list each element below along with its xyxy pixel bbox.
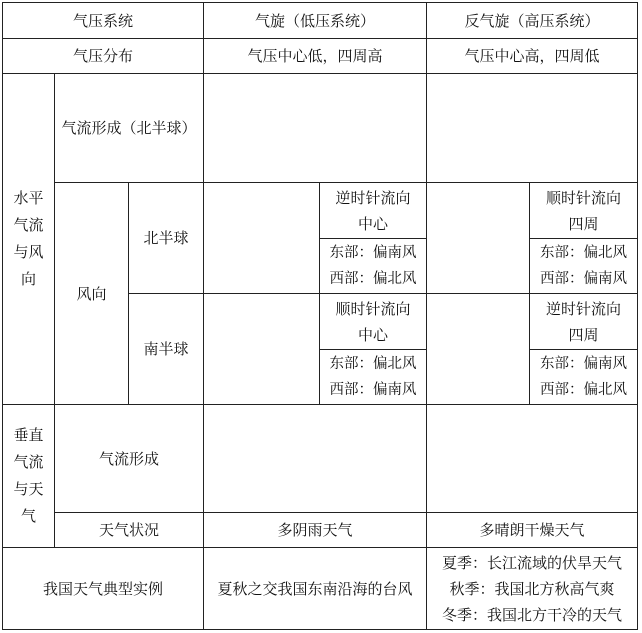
- rotation-line: 顺时针流向: [545, 188, 621, 207]
- wind-direction-label: 风向: [76, 284, 107, 303]
- anticyclone-sh-winds: [529, 349, 638, 405]
- vertical-airflow-group-label: [2, 404, 55, 548]
- pressure-distribution-label: 气压分布: [72, 47, 133, 65]
- header-pressure-system: 气压系统: [72, 11, 133, 30]
- southern-hemisphere-label: 南半球: [143, 340, 189, 358]
- group-label-line: 垂直: [13, 426, 44, 444]
- cyclone-airflow-formation-nh: [203, 73, 427, 183]
- anticyclone-vertical-airflow: [426, 404, 638, 513]
- rotation-line: 四周: [568, 325, 599, 344]
- airflow-formation-nh-label: 气流形成（北半球）: [61, 119, 197, 137]
- group-label-line: 水平: [13, 189, 44, 207]
- anticyclone-pressure-distribution: 气压中心高，四周低: [464, 47, 600, 65]
- group-label-line: 气流: [13, 453, 44, 471]
- group-label-line: 与天: [13, 480, 44, 498]
- wind-line: 西部：偏北风: [329, 271, 417, 287]
- cyclone-nh-diagram: [203, 182, 320, 294]
- cyclone-nh-rotation: [319, 182, 427, 239]
- cyclone-sh-diagram: [203, 293, 320, 405]
- anticyclone-sh-rotation: [529, 293, 638, 350]
- rotation-line: 四周: [568, 214, 599, 233]
- cyclone-weather: 多阴雨天气: [277, 521, 353, 539]
- rotation-line: 逆时针流向: [545, 299, 621, 318]
- rotation-line: 顺时针流向: [335, 299, 411, 318]
- example-line: 夏季：长江流域的伏旱天气: [441, 553, 622, 572]
- cyclone-pressure-distribution: 气压中心低，四周高: [247, 47, 383, 65]
- wind-line: 东部：偏南风: [540, 356, 627, 372]
- group-label-line: 气: [20, 507, 36, 525]
- anticyclone-sh-diagram: [426, 293, 530, 405]
- example-line: 冬季：我国北方干冷的天气: [441, 605, 622, 624]
- typical-examples-label: 我国天气典型实例: [42, 579, 163, 598]
- wind-line: 东部：偏南风: [329, 245, 417, 261]
- anticyclone-weather: 多晴朗干燥天气: [479, 521, 585, 539]
- header-cyclone: 气旋（低压系统）: [254, 11, 375, 30]
- cyclone-example: 夏秋之交我国东南沿海的台风: [217, 579, 413, 598]
- wind-line: 东部：偏北风: [329, 356, 417, 372]
- group-label-line: 向: [20, 270, 36, 288]
- example-line: 秋季：我国北方秋高气爽: [449, 579, 615, 598]
- wind-line: 东部：偏北风: [540, 245, 627, 261]
- cyclone-sh-winds: [319, 349, 427, 405]
- cyclone-vertical-airflow: [203, 404, 427, 513]
- anticyclone-nh-rotation: [529, 182, 638, 239]
- rotation-line: 逆时针流向: [335, 188, 411, 207]
- weather-systems-table: [2, 2, 638, 630]
- rotation-line: 中心: [357, 214, 388, 233]
- anticyclone-airflow-formation-nh: [426, 73, 638, 183]
- horizontal-airflow-group-label: [2, 73, 55, 405]
- wind-line: 西部：偏北风: [540, 382, 627, 398]
- anticyclone-examples: [426, 547, 638, 630]
- anticyclone-nh-diagram: [426, 182, 530, 294]
- weather-condition-label: 天气状况: [98, 521, 159, 539]
- northern-hemisphere-label: 北半球: [143, 229, 189, 247]
- airflow-formation-label: 气流形成: [98, 449, 159, 468]
- cyclone-nh-winds: [319, 238, 427, 294]
- header-anticyclone: 反气旋（高压系统）: [464, 11, 600, 30]
- wind-line: 西部：偏南风: [540, 271, 627, 287]
- anticyclone-nh-winds: [529, 238, 638, 294]
- cyclone-sh-rotation: [319, 293, 427, 350]
- wind-line: 西部：偏南风: [329, 382, 417, 398]
- rotation-line: 中心: [357, 325, 388, 344]
- group-label-line: 与风: [13, 243, 44, 261]
- group-label-line: 气流: [13, 216, 44, 234]
